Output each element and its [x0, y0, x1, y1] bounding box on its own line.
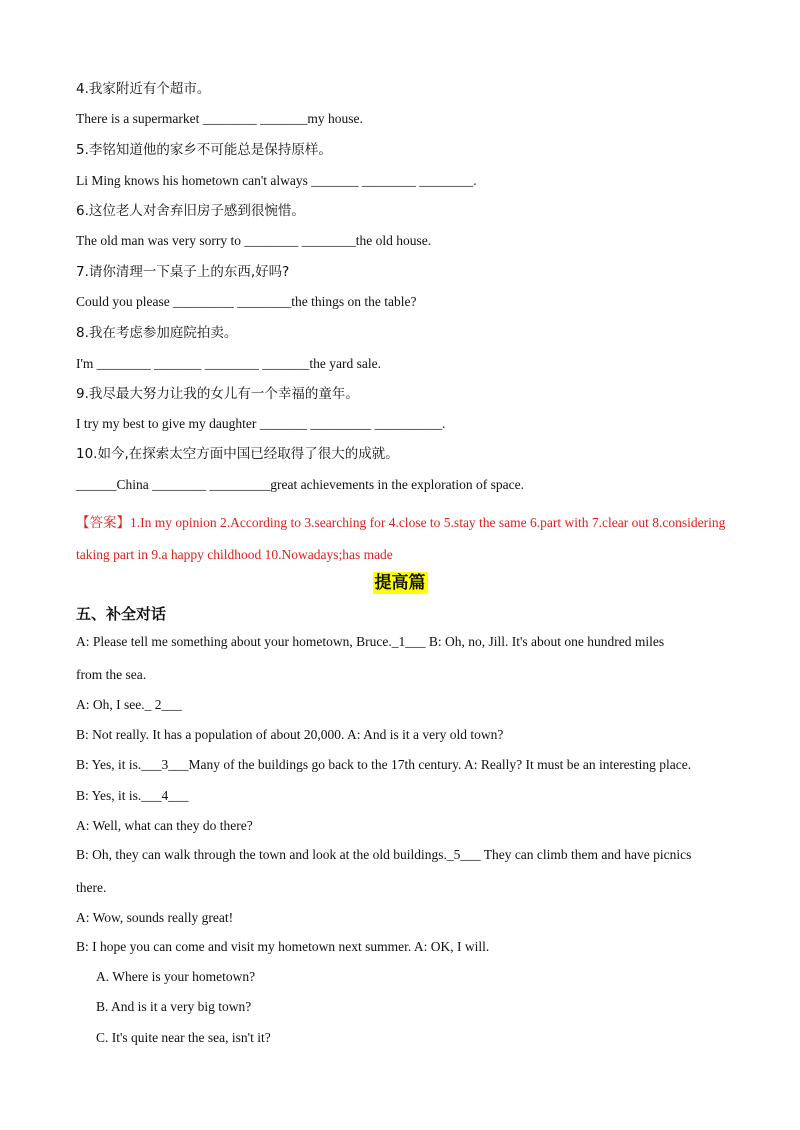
- dialogue-line: from the sea.: [76, 667, 147, 682]
- dialogue-line: A: Wow, sounds really great!: [76, 910, 234, 925]
- dialogue-line: there.: [76, 880, 107, 895]
- answer-text: 1.In my opinion 2.According to 3.searching for 4.close to 5.stay the same 6.part with 7.clear out 8.considering taking part in 9.a happy childhood 10.Nowadays;has made: [76, 515, 726, 562]
- question-5-chinese: 5.李铭知道他的家乡不可能总是保持原样。: [76, 142, 332, 158]
- dialogue-line: A: Oh, I see._ 2___: [76, 697, 182, 712]
- dialogue-line: B: Yes, it is.___3___Many of the buildings go back to the 17th century. A: Really? It must be an interesting place.: [76, 757, 692, 772]
- question-10-english: ______China ________ _________great achievements in the exploration of space.: [76, 477, 525, 492]
- question-6-english: The old man was very sorry to ________ ________the old house.: [76, 233, 432, 248]
- dialogue-line: B: Yes, it is.___4___: [76, 788, 189, 803]
- question-6-chinese: 6.这位老人对舍弃旧房子感到很惋惜。: [76, 203, 305, 219]
- option-c: C. It's quite near the sea, isn't it?: [96, 1030, 271, 1045]
- answer-label: 【答案】: [76, 515, 130, 531]
- dialogue-line: B: Not really. It has a population of about 20,000. A: And is it a very old town?: [76, 727, 504, 742]
- question-4-english: There is a supermarket ________ _______my house.: [76, 111, 363, 126]
- option-b: B. And is it a very big town?: [96, 999, 252, 1014]
- dialogue-line: B: Oh, they can walk through the town and look at the old buildings._5___ They can climb them and have picnics: [76, 847, 692, 862]
- question-7-english: Could you please _________ ________the things on the table?: [76, 294, 417, 309]
- dialogue-line: A: Please tell me something about your hometown, Bruce._1___ B: Oh, no, Jill. It's about one hundred miles: [76, 634, 665, 649]
- section-banner: [0, 568, 800, 593]
- dialogue-line: B: I hope you can come and visit my hometown next summer. A: OK, I will.: [76, 939, 490, 954]
- dialogue-line: A: Well, what can they do there?: [76, 818, 253, 833]
- question-8-english: I'm ________ _______ ________ _______the yard sale.: [76, 356, 382, 371]
- answer-key: [76, 507, 760, 571]
- question-9-chinese: 9.我尽最大努力让我的女儿有一个幸福的童年。: [76, 386, 359, 402]
- banner-title: 提高篇: [374, 573, 426, 593]
- question-8-chinese: 8.我在考虑参加庭院拍卖。: [76, 325, 238, 341]
- option-a: A. Where is your hometown?: [96, 969, 256, 984]
- question-5-english: Li Ming knows his hometown can't always _______ ________ ________.: [76, 173, 477, 188]
- question-7-chinese: 7.请你清理一下桌子上的东西,好吗?: [76, 264, 290, 280]
- question-4-chinese: 4.我家附近有个超市。: [76, 81, 211, 97]
- question-9-english: I try my best to give my daughter _______ _________ __________.: [76, 416, 446, 431]
- question-10-chinese: 10.如今,在探索太空方面中国已经取得了很大的成就。: [76, 446, 399, 462]
- section-title: 五、补全对话: [76, 605, 167, 623]
